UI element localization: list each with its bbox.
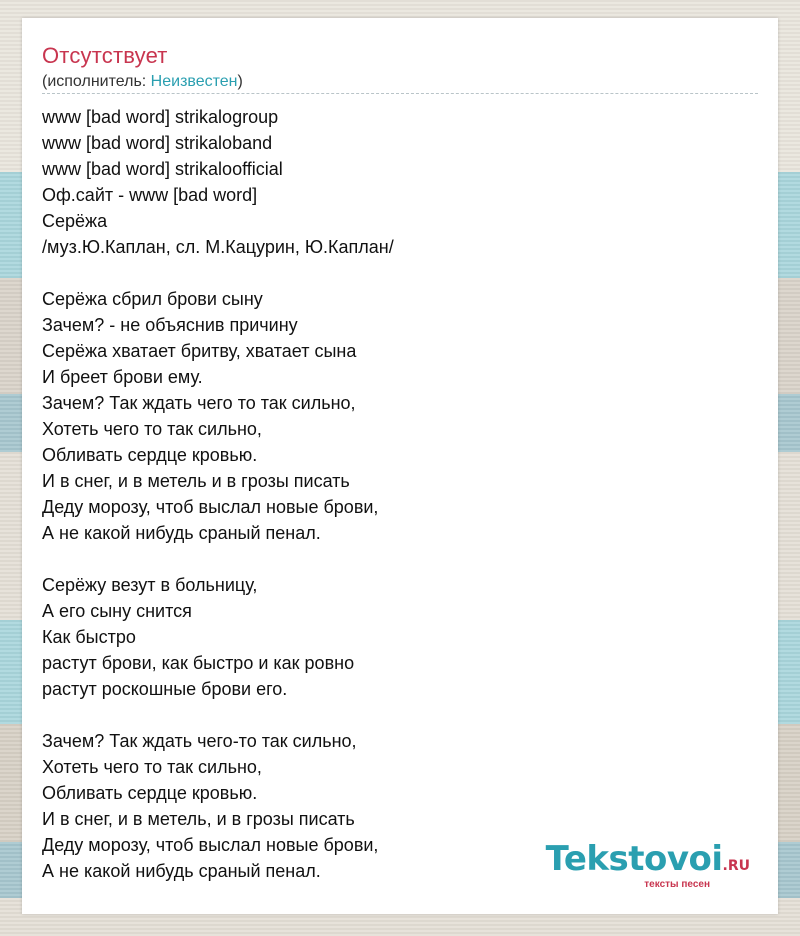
lyric-line: Деду морозу, чтоб выслал новые брови, <box>42 497 379 517</box>
logo-tagline: тексты песен <box>644 879 710 890</box>
lyrics-text <box>42 104 762 884</box>
lyric-line: Серёжа хватает бритву, хватает сына <box>42 341 357 361</box>
lyric-line: И в снег, и в метель и в грозы писать <box>42 471 350 491</box>
site-logo[interactable] <box>545 839 750 890</box>
lyric-line: А не какой нибудь сраный пенал. <box>42 861 321 881</box>
song-title: Отсутствует <box>42 43 168 68</box>
lyric-line: Оф.сайт - www [bad word] <box>42 185 258 205</box>
logo-text <box>545 839 750 883</box>
divider <box>42 93 758 94</box>
artist-suffix: ) <box>237 73 243 90</box>
artist-link[interactable]: Неизвестен <box>150 73 238 90</box>
stanza-break <box>42 546 762 572</box>
artist-prefix: (исполнитель: <box>42 73 151 90</box>
lyric-line: И в снег, и в метель, и в грозы писать <box>42 809 355 829</box>
lyric-line: Как быстро <box>42 627 136 647</box>
lyric-line: Хотеть чего то так сильно, <box>42 419 262 439</box>
lyric-line: Обливать сердце кровью. <box>42 783 258 803</box>
stanza-break <box>42 260 762 286</box>
logo-name: Tekstovoi <box>545 839 723 879</box>
lyric-line: А не какой нибудь сраный пенал. <box>42 523 321 543</box>
lyric-line: А его сыну снится <box>42 601 192 621</box>
lyric-line: Серёжа <box>42 211 108 231</box>
lyric-line: растут брови, как быстро и как ровно <box>42 653 355 673</box>
lyric-line: Серёжа сбрил брови сыну <box>42 289 263 309</box>
lyric-line: Деду морозу, чтоб выслал новые брови, <box>42 835 379 855</box>
lyric-line: www [bad word] strikaloband <box>42 133 273 153</box>
lyric-line: Зачем? Так ждать чего-то так сильно, <box>42 731 357 751</box>
stanza-break <box>42 702 762 728</box>
lyric-line: И бреет брови ему. <box>42 367 203 387</box>
lyric-line: Хотеть чего то так сильно, <box>42 757 262 777</box>
lyric-line: Зачем? - не объяснив причину <box>42 315 298 335</box>
lyric-line: Серёжу везут в больницу, <box>42 575 258 595</box>
lyrics-card <box>22 18 778 914</box>
lyric-line: растут роскошные брови его. <box>42 679 288 699</box>
lyric-line: www [bad word] strikaloofficial <box>42 159 283 179</box>
lyric-line: Обливать сердце кровью. <box>42 445 258 465</box>
lyric-line: www [bad word] strikalogroup <box>42 107 279 127</box>
lyric-line: /муз.Ю.Каплан, сл. М.Кацурин, Ю.Каплан/ <box>42 237 394 257</box>
logo-tld: .RU <box>722 858 750 874</box>
lyric-line: Зачем? Так ждать чего то так сильно, <box>42 393 356 413</box>
artist-line <box>42 73 243 91</box>
